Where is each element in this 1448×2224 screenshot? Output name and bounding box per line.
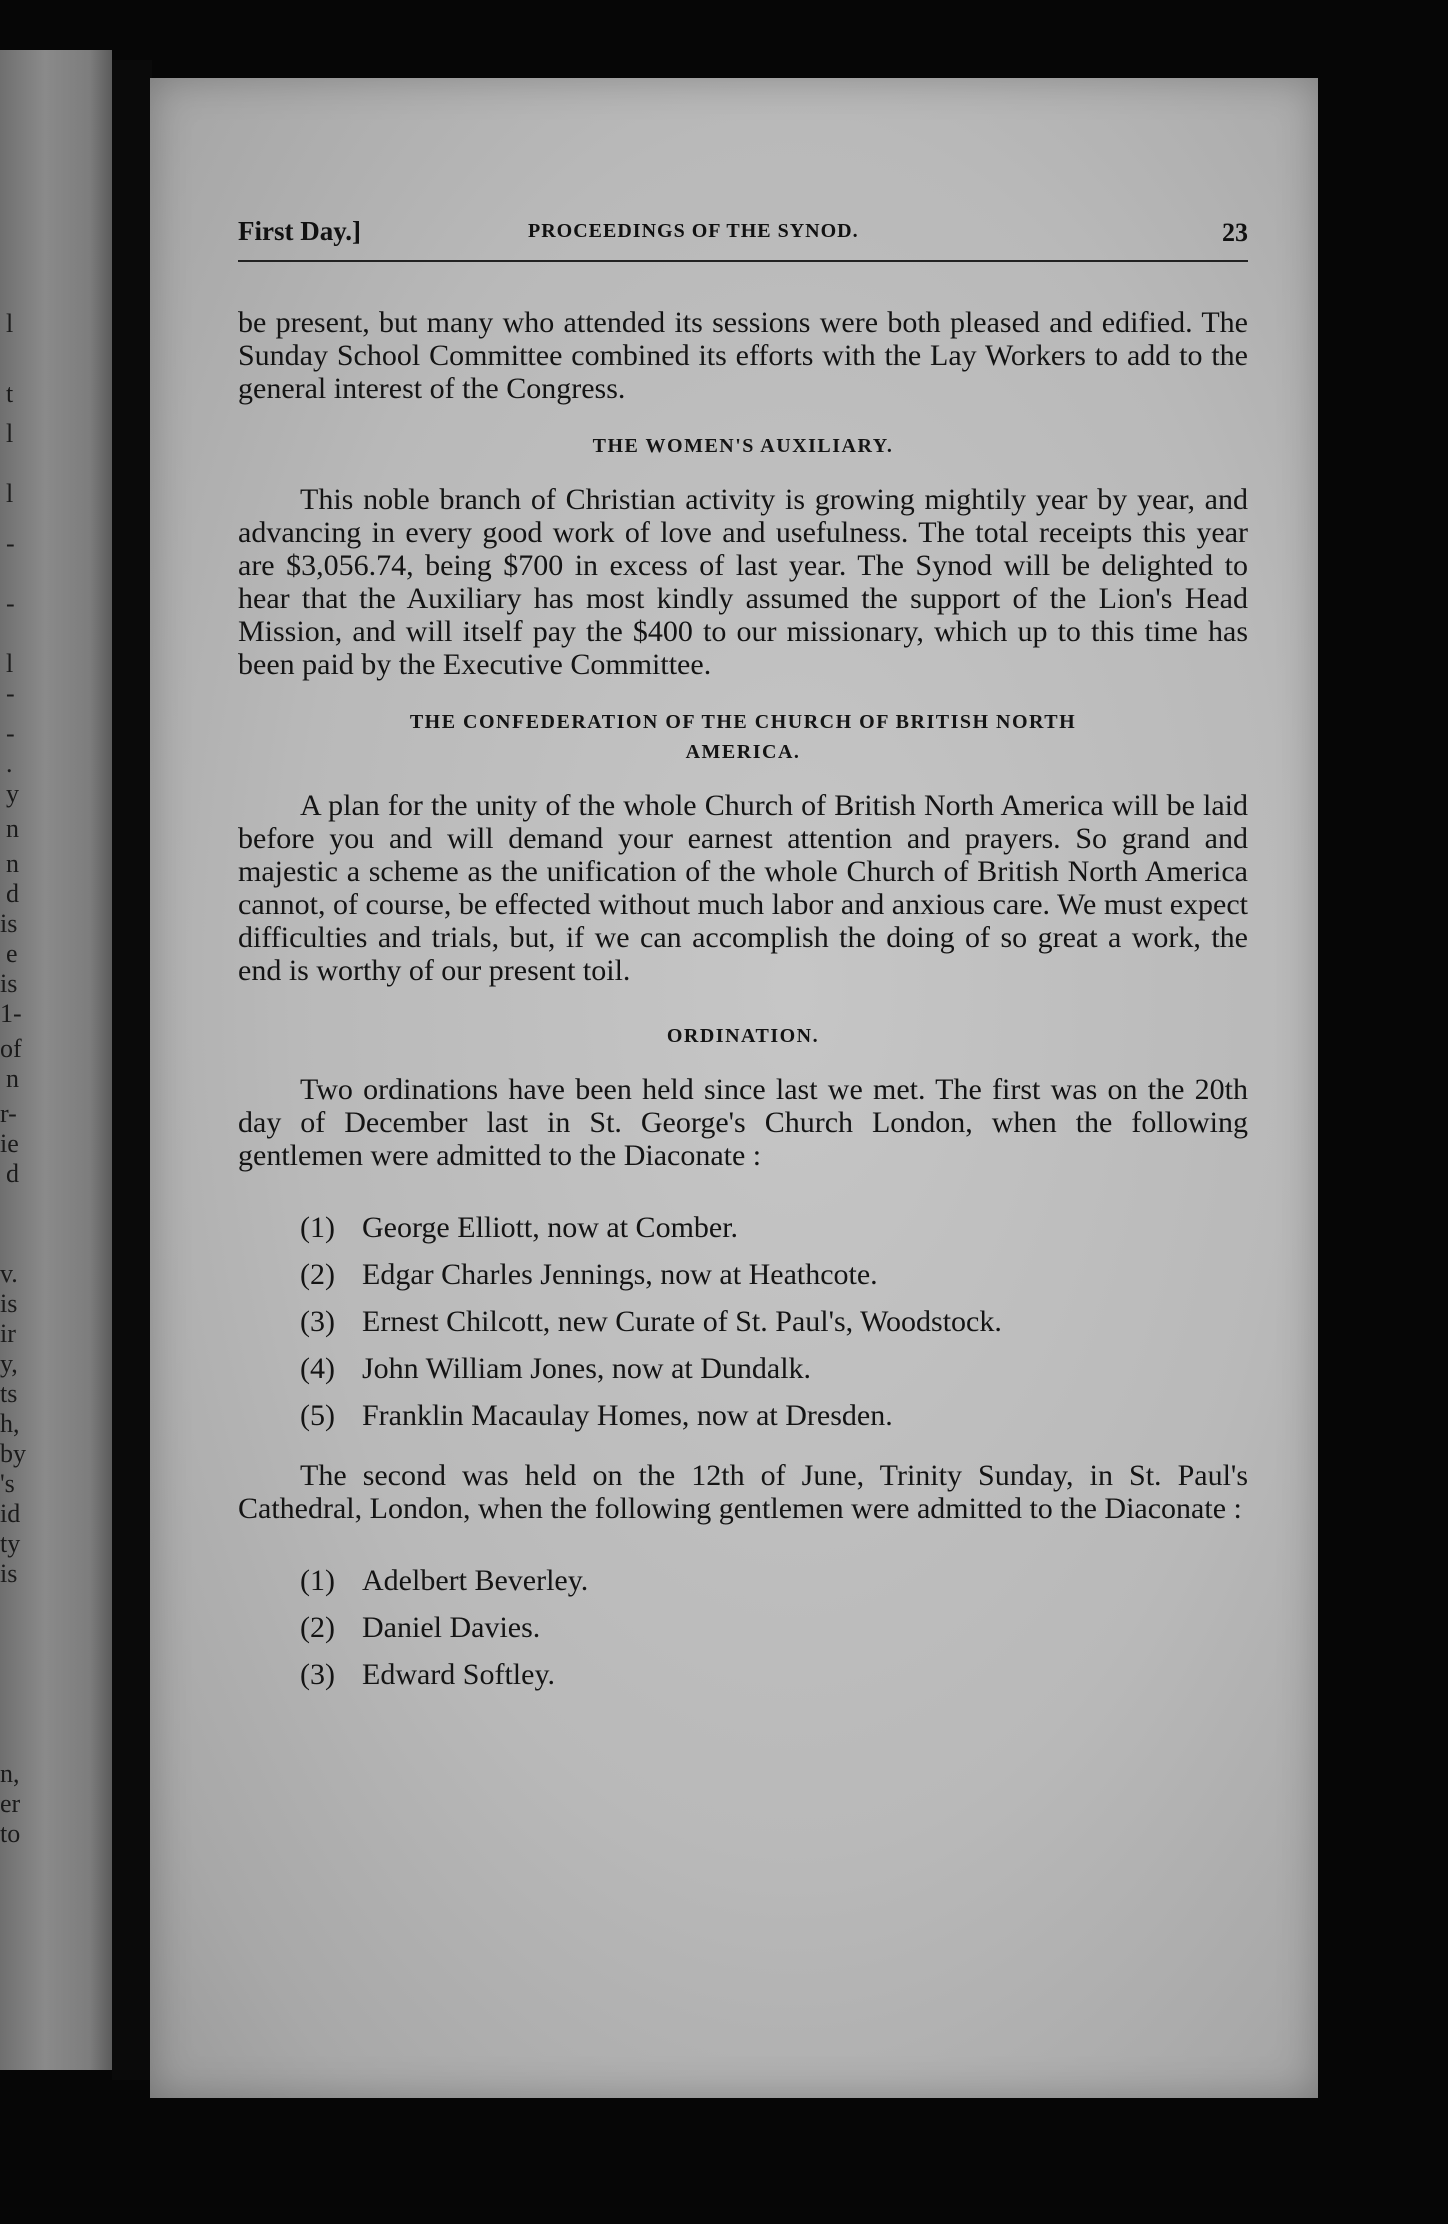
left-page-fragment: l	[6, 479, 14, 508]
left-page-fragment: l	[6, 309, 14, 338]
left-page-fragment: y,	[0, 1349, 18, 1378]
left-page-fragment: n	[6, 814, 19, 843]
list-item: (3) Edward Softley.	[300, 1658, 556, 1691]
left-page-fragment: is	[0, 1289, 18, 1318]
left-page-fragment: d	[6, 879, 19, 908]
left-page-fragment: 's	[0, 1469, 15, 1498]
confederation-paragraph: A plan for the unity of the whole Church of British North America will be laid before you and will demand your earnest attention and prayers. So grand and majestic a scheme as the unification of the whole Church of British North America cannot, of course, be effected without much labor and anxious care. We must expect difficulties and trials, but, if we can accomplish the doing of so great a work, the end is worthy of our present toil.	[238, 789, 1248, 987]
left-page-fragment: ts	[0, 1379, 18, 1408]
left-page-fragment: ie	[0, 1129, 19, 1158]
ordination-paragraph-1: Two ordinations have been held since last we met. The first was on the 20th day of December last in St. George's Church London, when the following gentlemen were admitted to the Diaconate :	[238, 1073, 1248, 1172]
page-number: 23	[1222, 218, 1248, 247]
left-page-fragment: d	[6, 1159, 19, 1188]
left-page-fragment: to	[0, 1819, 21, 1848]
list-item: (1) Adelbert Beverley.	[300, 1564, 589, 1597]
left-page-fragment: v.	[0, 1259, 18, 1288]
left-page-fragment: by	[0, 1439, 26, 1468]
list-item: (3) Ernest Chilcott, new Curate of St. Paul's, Woodstock.	[300, 1305, 1002, 1338]
left-page-fragment: l	[6, 649, 14, 678]
ordination-list-december	[300, 1204, 1248, 1439]
section-heading-womens-auxiliary: THE WOMEN'S AUXILIARY.	[592, 435, 894, 457]
left-page-fragment: n	[6, 1064, 19, 1093]
left-page-fragment: ty	[0, 1529, 21, 1558]
left-page-fragment: er	[0, 1789, 21, 1818]
ordination-list-june	[300, 1557, 1248, 1698]
page-body	[238, 306, 1248, 1718]
left-page-fragment: is	[0, 1559, 18, 1588]
left-page-fragment: is	[0, 909, 18, 938]
left-page-fragment: -	[6, 719, 15, 748]
running-head	[238, 216, 1248, 262]
list-item: (2) Edgar Charles Jennings, now at Heathcote.	[300, 1258, 878, 1291]
left-page-fragment: h,	[0, 1409, 20, 1438]
left-page-edge	[0, 50, 112, 2070]
left-page-fragment: n,	[0, 1759, 20, 1788]
left-page-fragment: id	[0, 1499, 21, 1528]
list-item: (1) George Elliott, now at Comber.	[300, 1211, 739, 1244]
list-item: (5) Franklin Macaulay Homes, now at Dresden.	[300, 1399, 893, 1432]
book-gutter	[112, 60, 152, 2080]
womens-auxiliary-paragraph: This noble branch of Christian activity is growing mightily year by year, and advancing in every good work of love and usefulness. The total receipts this year are $3,056.74, being $700 in excess of last year. The Synod will be delighted to hear that the Auxiliary has most kindly assumed the support of the Lion's Head Mission, and will itself pay the $400 to our missionary, which up to this time has been paid by the Executive Committee.	[238, 483, 1248, 681]
left-page-fragment: n	[6, 849, 19, 878]
ordination-paragraph-2: The second was held on the 12th of June, Trinity Sunday, in St. Paul's Cathedral, London, when the following gentlemen were admitted to the Diaconate :	[238, 1459, 1248, 1525]
list-item: (4) John William Jones, now at Dundalk.	[300, 1352, 812, 1385]
left-page-fragment: r-	[0, 1099, 17, 1128]
section-heading-ordination: ORDINATION.	[666, 1025, 820, 1047]
left-page-fragment: e	[6, 939, 18, 968]
left-page-fragment: t	[6, 379, 14, 408]
left-page-fragment: ir	[0, 1319, 16, 1348]
left-page-fragment: y	[6, 779, 19, 808]
left-page-fragment: is	[0, 969, 18, 998]
left-page-fragment: -	[6, 529, 15, 558]
section-heading-confederation: THE CONFEDERATION OF THE CHURCH OF BRITISH NORTH AMERICA.	[409, 711, 1077, 763]
left-page-fragment: of	[0, 1034, 22, 1063]
running-head-title: PROCEEDINGS OF THE SYNOD.	[528, 220, 859, 242]
left-page-fragment: l	[6, 419, 14, 448]
left-page-fragment: -	[6, 679, 15, 708]
running-head-left: First Day.]	[238, 216, 361, 246]
left-page-fragment: -	[6, 589, 15, 618]
left-page-fragment: 1-	[0, 999, 22, 1028]
left-page-fragment: .	[6, 749, 13, 778]
right-page	[150, 78, 1318, 2098]
list-item: (2) Daniel Davies.	[300, 1611, 541, 1644]
intro-paragraph: be present, but many who attended its sessions were both pleased and edified. The Sunday School Committee combined its efforts with the Lay Workers to add to the general interest of the Congress.	[238, 306, 1248, 405]
